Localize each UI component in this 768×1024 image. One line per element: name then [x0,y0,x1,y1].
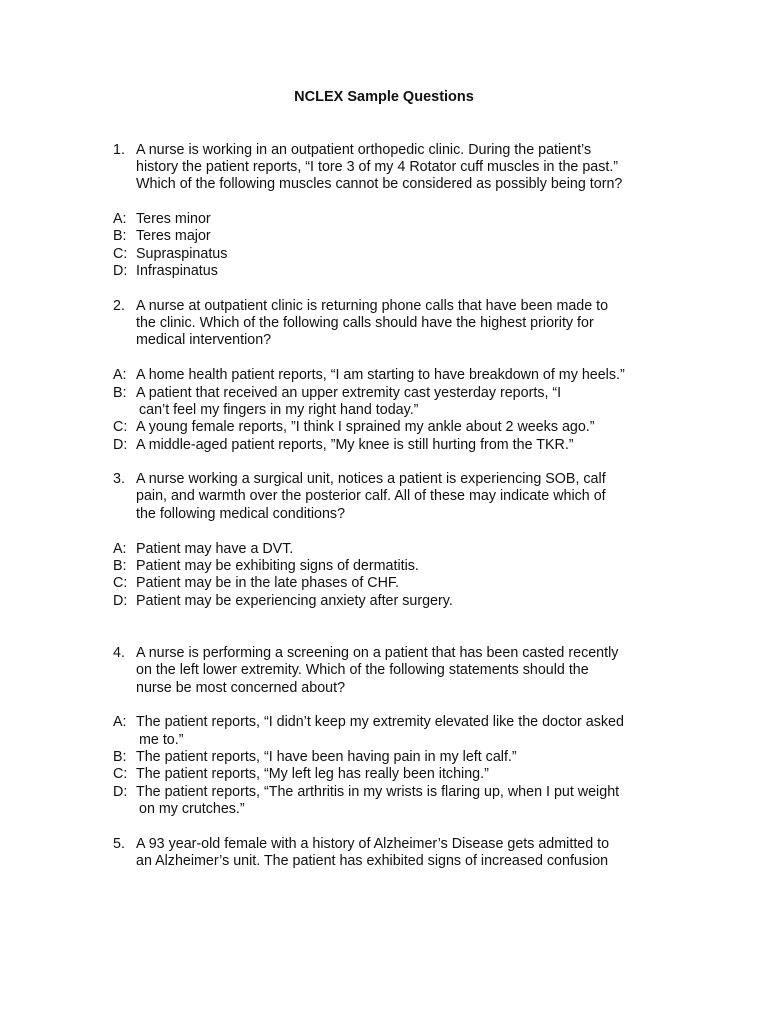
page-title: NCLEX Sample Questions [294,89,474,105]
option-text: Patient may be experiencing anxiety after surgery. [136,593,453,609]
option-text: The patient reports, “I didn’t keep my extremity elevated like the doctor asked [136,714,624,730]
question-text-line: the following medical conditions? [136,506,346,522]
option-letter: B: [113,558,127,574]
option-letter: B: [113,749,127,765]
question-text-line: A nurse at outpatient clinic is returning phone calls that have been made to [136,298,609,314]
option-letter: C: [113,419,128,435]
option-text: The patient reports, “My left leg has really been itching.” [136,766,489,782]
question-text-line: medical intervention? [136,332,272,348]
question-text-line: pain, and warmth over the posterior calf. All of these may indicate which of [136,488,606,504]
question-text-line: an Alzheimer’s unit. The patient has exhibited signs of increased confusion [136,853,609,869]
option-letter: A: [113,541,127,557]
option-letter: A: [113,714,127,730]
option-text: The patient reports, “The arthritis in my wrists is flaring up, when I put weight [136,784,620,800]
option-letter: B: [113,385,127,401]
question-number: 1. [113,142,125,158]
option-letter: C: [113,766,128,782]
option-text: Patient may be exhibiting signs of dermatitis. [136,558,419,574]
option-text: Infraspinatus [136,263,218,279]
question-text-line: A nurse working a surgical unit, notices a patient is experiencing SOB, calf [136,471,606,487]
option-text: Patient may have a DVT. [136,541,294,557]
option-text: A young female reports, ”I think I sprained my ankle about 2 weeks ago.” [136,419,595,435]
option-text-continued: on my crutches.” [139,801,245,817]
option-text-continued: me to.” [139,732,184,748]
question-number: 2. [113,298,125,314]
question-text-line: nurse be most concerned about? [136,680,346,696]
question-text-line: the clinic. Which of the following calls should have the highest priority for [136,315,594,331]
option-text: Patient may be in the late phases of CHF. [136,575,400,591]
question-text-line: history the patient reports, “I tore 3 of my 4 Rotator cuff muscles in the past.” [136,159,619,175]
option-text: Supraspinatus [136,246,228,262]
question-text-line: on the left lower extremity. Which of the following statements should the [136,662,589,678]
question-number: 4. [113,645,125,661]
option-text: A middle-aged patient reports, ”My knee is still hurting from the TKR.” [136,437,574,453]
option-text: A patient that received an upper extremity cast yesterday reports, “I [136,385,562,401]
option-letter: A: [113,211,127,227]
option-text: The patient reports, “I have been having pain in my left calf.” [136,749,517,765]
option-letter: D: [113,263,128,279]
option-letter: D: [113,437,128,453]
question-text-line: A nurse is performing a screening on a patient that has been casted recently [136,645,619,661]
option-text: Teres major [136,228,211,244]
option-text: A home health patient reports, “I am starting to have breakdown of my heels.” [136,367,625,383]
question-number: 5. [113,836,125,852]
option-text: Teres minor [136,211,211,227]
question-text-line: A nurse is working in an outpatient orthopedic clinic. During the patient’s [136,142,592,158]
question-text-line: A 93 year-old female with a history of Alzheimer’s Disease gets admitted to [136,836,610,852]
option-letter: D: [113,593,128,609]
option-letter: C: [113,246,128,262]
option-letter: C: [113,575,128,591]
option-letter: D: [113,784,128,800]
question-number: 3. [113,471,125,487]
option-letter: A: [113,367,127,383]
option-text-continued: can’t feel my fingers in my right hand today.” [139,402,419,418]
option-letter: B: [113,228,127,244]
question-text-line: Which of the following muscles cannot be considered as possibly being torn? [136,176,623,192]
